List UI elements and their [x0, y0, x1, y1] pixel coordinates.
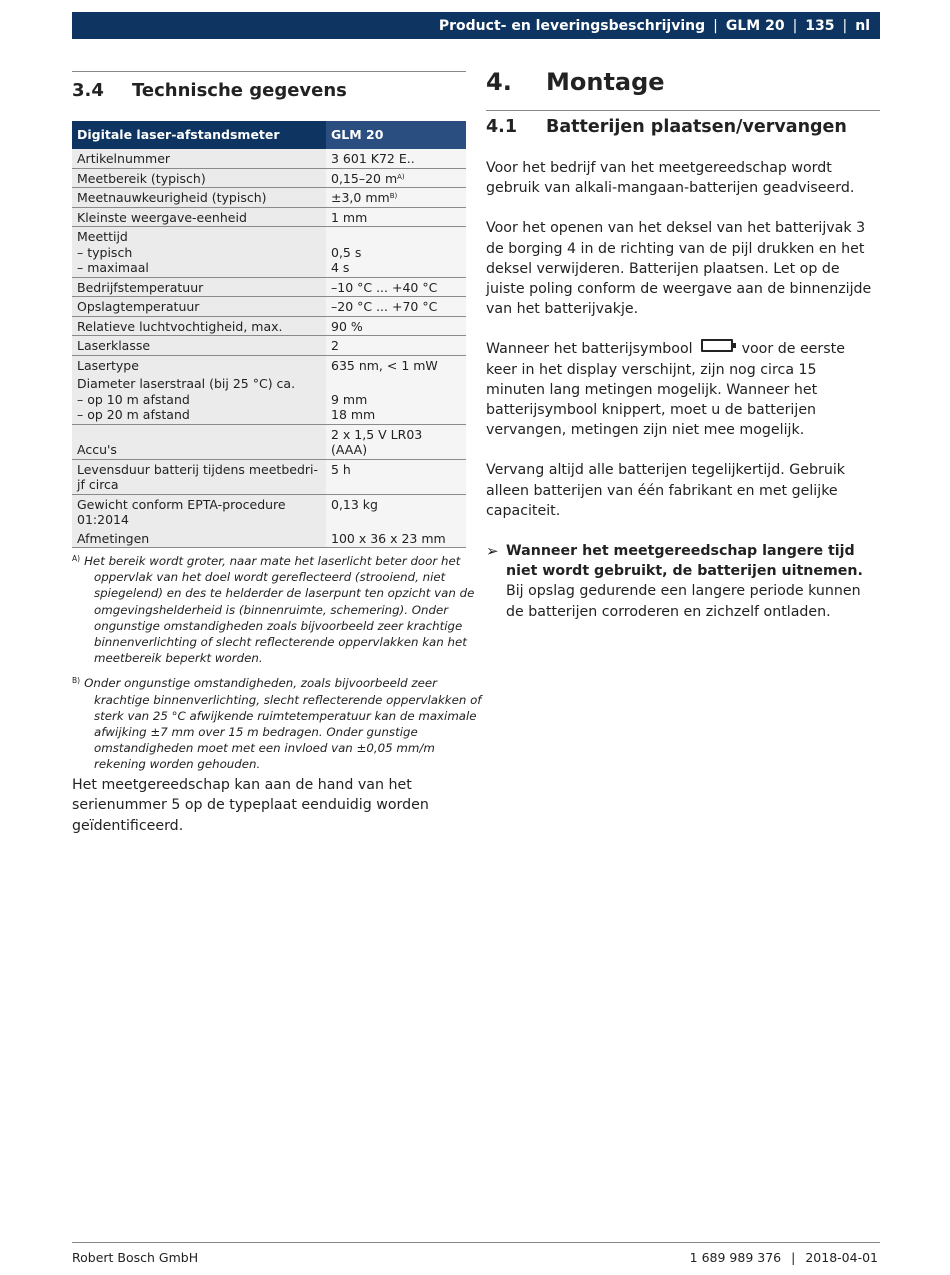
- table-header-product: Digitale laser-afstandsmeter: [72, 121, 326, 149]
- page-footer: [72, 1250, 878, 1265]
- table-row: [72, 355, 466, 374]
- footer-divider: [72, 1242, 880, 1243]
- table-row: [72, 529, 466, 548]
- footnote-ref: A): [397, 172, 405, 181]
- row-label-sub: – op 20 m afstand: [77, 407, 190, 422]
- header-section: Product- en leveringsbeschrijving: [438, 17, 706, 34]
- table-row: [72, 227, 466, 278]
- table-header-model: GLM 20: [326, 121, 466, 149]
- row-label-cont: jf circa: [77, 477, 119, 492]
- technical-data-table: [72, 121, 466, 548]
- row-label: Relatieve luchtvochtigheid, max.: [72, 316, 326, 336]
- footer-date: 2018-04-01: [805, 1250, 878, 1265]
- subsection-heading-batteries: [486, 110, 880, 140]
- header-language: nl: [855, 17, 870, 34]
- table-row: [72, 297, 466, 317]
- footnote-b: [72, 673, 486, 772]
- row-value: 5 h: [326, 459, 466, 494]
- table-row: [72, 494, 466, 529]
- footnote-a: [72, 551, 486, 666]
- header-page-number: 135: [805, 17, 835, 34]
- table-row: [72, 188, 466, 208]
- row-label: Opslagtemperatuur: [72, 297, 326, 317]
- row-label: [72, 459, 326, 494]
- row-label: Meetbereik (typisch): [72, 168, 326, 188]
- row-value-sub: 18 mm: [331, 407, 376, 422]
- row-label: Artikelnummer: [72, 149, 326, 168]
- table-row: [72, 374, 466, 424]
- section-heading-technical-data: [72, 71, 466, 105]
- arrow-bullet-icon: ➢: [486, 542, 499, 561]
- page-header-bar: [72, 12, 880, 39]
- storage-instruction-bold: Wanneer het meetgereedschap langere tijd niet wordt gebruikt, de batterijen uitnemen.: [506, 543, 863, 580]
- header-separator: |: [842, 17, 848, 34]
- row-label-cont: 01:2014: [77, 512, 129, 527]
- row-value: –20 °C ... +70 °C: [326, 297, 466, 317]
- row-value-text: ±3,0 mm: [331, 190, 390, 205]
- header-separator: |: [792, 17, 798, 34]
- subsection-number: 4.1: [486, 117, 518, 137]
- row-label: Lasertype: [72, 355, 326, 374]
- table-row: [72, 336, 466, 356]
- footer-doc-number: 1 689 989 376: [689, 1250, 782, 1265]
- row-label: Laserklasse: [72, 336, 326, 356]
- table-row: [72, 316, 466, 336]
- row-label-sub: – maximaal: [77, 260, 149, 275]
- header-separator: |: [713, 17, 718, 34]
- row-label-main: Diameter laserstraal (bij 25 °C) ca.: [77, 376, 296, 391]
- chapter-heading-montage: [486, 62, 880, 102]
- row-label: Afmetingen: [72, 529, 326, 548]
- table-row: [72, 277, 466, 297]
- row-value: –10 °C ... +40 °C: [326, 277, 466, 297]
- table-row: [72, 459, 466, 494]
- row-label-main: Gewicht conform EPTA-procedure: [77, 496, 286, 512]
- row-value-sub: 0,5 s: [331, 244, 362, 260]
- battery-symbol-text-end: voor de eerste keer in het display verschijnt, zijn nog circa 15 minuten lang metingen mogelijk. Wanneer het batterijsymbool knippert, moet u de batterijen vervangen, metingen zijn niet mee mogelijk.: [486, 341, 845, 439]
- row-value: 1 mm: [326, 207, 466, 227]
- footer-company: Robert Bosch GmbH: [72, 1250, 199, 1265]
- row-label-sub: – typisch: [77, 244, 133, 260]
- row-value: [326, 227, 466, 278]
- row-label: Kleinste weergave-eenheid: [72, 207, 326, 227]
- row-label: [72, 494, 326, 529]
- row-value: 90 %: [326, 316, 466, 336]
- chapter-number: 4.: [486, 68, 512, 96]
- footnote-text: Onder ongunstige omstandigheden, zoals bijvoorbeeld zeer krachtige binnenverlichting, slecht reflecterende oppervlakken of sterk van 25 °C afwijkende ruimtetemperatuur kan de maximale afwijking ±7 mm over 15 m bedragen. Onder gunstige omstandigheden moet met een invloed van ±0,05 mm/m rekening worden gehouden.: [84, 676, 482, 772]
- row-value-text: 0,15–20 m: [331, 170, 398, 186]
- subsection-title: Batterijen plaatsen/vervangen: [546, 117, 847, 137]
- battery-icon: [701, 339, 733, 352]
- row-label: Meetnauwkeurigheid (typisch): [72, 188, 326, 208]
- row-value: 2 x 1,5 V LR03 (AAA): [326, 424, 466, 459]
- row-value: 635 nm, < 1 mW: [326, 355, 466, 374]
- header-model: GLM 20: [725, 17, 785, 34]
- footnote-text: Het bereik wordt groter, naar mate het laserlicht beter door het oppervlak van het doel wordt gereflecteerd (strooiend, niet spiegelend) en des te helderder de laserpunt ten opzicht van de omgevingshelderheid is (binnenruimte, schemering). Onder ongunstige omstandigheden zoals bijvoorbeeld zeer krachtige binnenverlichting of slecht reflecterende oppervlakken kan het meetbereik beperkt worden.: [84, 554, 475, 666]
- row-label-main: Meettijd: [77, 229, 128, 244]
- section-number: 3.4: [72, 79, 104, 101]
- row-label: Bedrijfstemperatuur: [72, 277, 326, 297]
- table-row: [72, 149, 466, 168]
- storage-instruction: [486, 541, 880, 622]
- table-row: [72, 207, 466, 227]
- battery-symbol-paragraph: [486, 339, 880, 440]
- footnote-ref: B): [389, 192, 398, 200]
- row-label: [72, 374, 326, 424]
- section-title: Technische gegevens: [132, 79, 347, 101]
- left-column: [72, 71, 482, 836]
- battery-compartment-paragraph: Voor het openen van het deksel van het batterijvak 3 de borging 4 in de richting van de pijl drukken en het deksel verwijderen. Batterijen plaatsen. Let op de juiste poling conform de weergave aan de binnenzijde van het batterijvakje.: [486, 220, 872, 318]
- chapter-title: Montage: [546, 68, 665, 96]
- footer-separator: |: [791, 1250, 796, 1265]
- row-label-sub: – op 10 m afstand: [77, 391, 190, 407]
- serial-number-paragraph: Het meetgereedschap kan aan de hand van het serienummer 5 op de typeplaat eenduidig worden geïdentificeerd.: [72, 776, 429, 834]
- row-value: 100 x 36 x 23 mm: [326, 529, 466, 548]
- row-value: 0,13 kg: [326, 494, 466, 529]
- row-value-sub: 4 s: [331, 260, 350, 275]
- footer-doc-info: [690, 1250, 878, 1265]
- table-row: [72, 168, 466, 188]
- battery-symbol-text-start: Wanneer het batterijsymbool: [486, 341, 693, 358]
- row-value: [326, 374, 466, 424]
- row-label: [72, 227, 326, 278]
- row-label: Accu's: [72, 424, 326, 459]
- row-value-sub: 9 mm: [331, 391, 368, 407]
- row-value: 2: [326, 336, 466, 356]
- storage-instruction-rest: Bij opslag gedurende een langere periode kunnen de batterijen corroderen en zichzelf ontladen.: [506, 583, 861, 620]
- row-value: 3 601 K72 E..: [326, 149, 466, 168]
- table-header-row: [72, 121, 466, 149]
- replace-all-paragraph: Vervang altijd alle batterijen tegelijkertijd. Gebruik alleen batterijen van één fabrikant en met gelijke capaciteit.: [486, 462, 845, 519]
- battery-advice-paragraph: Voor het bedrijf van het meetgereedschap wordt gebruik van alkali-mangaan-batterijen geadviseerd.: [486, 160, 855, 197]
- table-row: [72, 424, 466, 459]
- right-column: [486, 62, 880, 622]
- row-value: [326, 168, 466, 188]
- footnote-mark: B): [72, 676, 81, 686]
- footnote-mark: A): [72, 554, 81, 563]
- row-value: [326, 188, 466, 208]
- row-label-main: Levensduur batterij tijdens meetbedri-: [77, 461, 319, 477]
- storage-instruction-text: [506, 541, 880, 622]
